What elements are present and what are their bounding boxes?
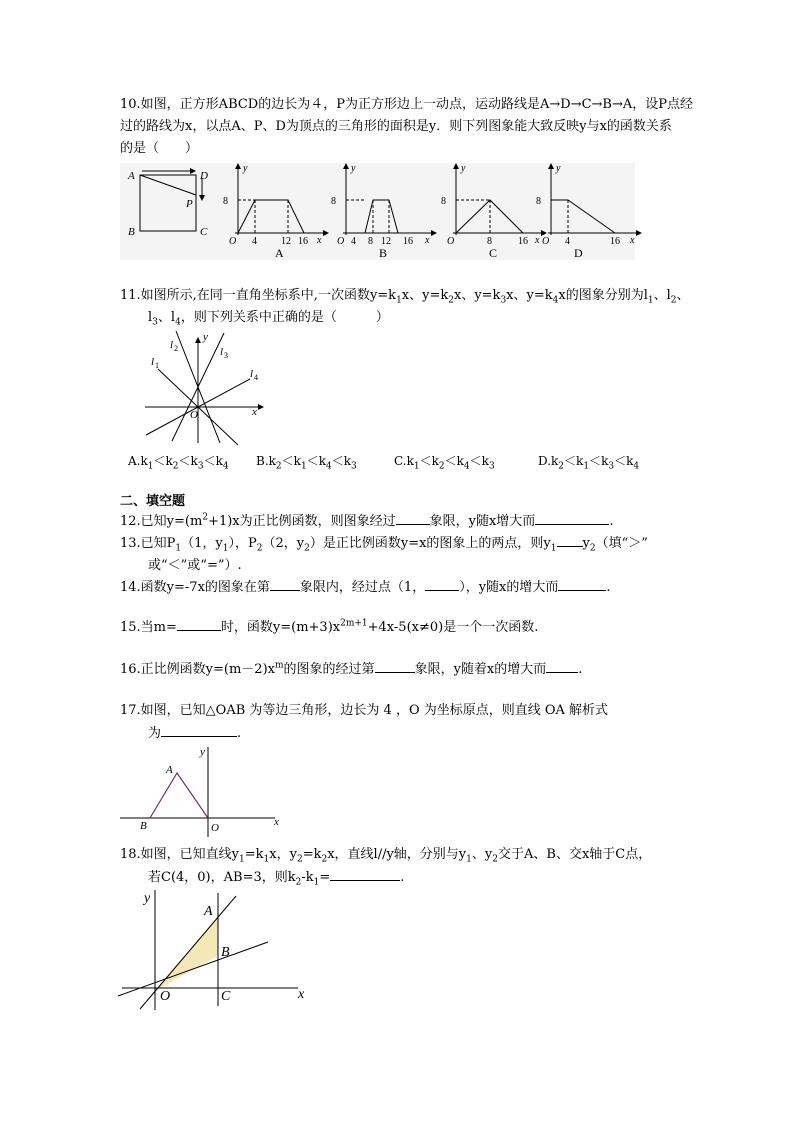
- section-fill-blank-heading: 二、填空题: [120, 494, 186, 509]
- question-12: 12.已知$y=(m^2+1)x$为正比例函数，则图象经过 象限，y随x增大而 .: [120, 510, 700, 533]
- q14-text: 象限内，经过点（1，: [299, 580, 426, 595]
- graph-a-xtick: 16: [298, 236, 308, 247]
- label-d: D: [200, 170, 208, 182]
- graph-d-x-label: x: [630, 235, 635, 246]
- q15-text: 时，函数y=(m+3)x: [220, 620, 341, 635]
- q11-figure: [140, 331, 270, 445]
- q14-text: 14.函数y=-7x的图象在第: [120, 580, 270, 595]
- q18-text: 交于A、B、交x轴于C点，: [498, 847, 652, 862]
- graph-c-xtick: 8: [487, 236, 492, 247]
- graph-b-y-label: y: [351, 163, 356, 174]
- graph-c-ytick: 8: [441, 196, 446, 207]
- q12-text: .: [609, 514, 614, 529]
- q11-text: 、l: [157, 310, 176, 325]
- graph-c-x-label: x: [535, 235, 540, 246]
- label-o: O: [211, 822, 219, 834]
- y-label: y: [200, 746, 205, 758]
- x-label: x: [298, 987, 305, 1002]
- q15-blank[interactable]: [177, 616, 221, 631]
- graph-d-origin: O: [542, 236, 550, 247]
- q18-text: =k: [244, 847, 264, 862]
- q15-exponent: 2m+1: [340, 618, 368, 629]
- question-14: [120, 576, 700, 599]
- q15-text: +4x-5(x≠0)是一个一次函数.: [367, 620, 539, 635]
- graph-a-ytick: 8: [223, 196, 228, 207]
- label-c: C: [221, 989, 231, 1004]
- q10-line3: 的是（ ）: [120, 141, 199, 156]
- q13-text: （1，y: [181, 536, 223, 551]
- x-label: x: [252, 406, 257, 418]
- label-a: A: [128, 170, 135, 182]
- q14-blank-2[interactable]: [425, 576, 459, 591]
- label-b: B: [128, 226, 135, 238]
- q16-text: 16.正比例函数y=(m－2)x: [120, 662, 275, 677]
- q13-text: 或“＜”或“=”）.: [148, 558, 242, 573]
- q11-text: x、y=k: [453, 288, 501, 303]
- q17-text: 为: [148, 726, 162, 741]
- y-label: y: [203, 331, 208, 343]
- q11-text: 、l: [653, 288, 671, 303]
- label-l3: l: [220, 346, 224, 358]
- graph-a-x-label: x: [317, 235, 322, 246]
- graph-d-xtick: 16: [610, 236, 620, 247]
- q18-blank[interactable]: [330, 866, 400, 881]
- q18-text: 若C(4，0)，AB=3，则k: [148, 870, 296, 885]
- question-13: 13.已知$P_1(1$，$y_1$），$P_2(2$，$y_2$）是正比例函数y=x的图象上的两点，则$y_1$ $y_2$（填“＞” 或“＜”或“=”）.: [120, 532, 700, 577]
- graph-b-x-label: x: [425, 235, 430, 246]
- q18-figure: [118, 888, 318, 1010]
- q11-option-a[interactable]: $A.k_1<k_2<k_3<k_4$: [128, 454, 229, 472]
- q18-text: x，直线l//y轴，分别与y: [327, 847, 467, 862]
- q11-option-b[interactable]: $B.k_2<k_1<k_4<k_3$: [256, 454, 357, 472]
- graph-a-option-label: A: [275, 246, 284, 260]
- graph-b-xtick: 8: [368, 236, 373, 247]
- question-18: 18.如图，已知直线$y_1=k_1x$，$y_2=k_2x$，直线l//y轴，分别与$y_1$、$y_2$交于A、B、交x轴于C点， 若C(4，0)，AB=3，则$k_2-k_1=$ .: [120, 847, 652, 888]
- graph-c-origin: O: [447, 236, 455, 247]
- graph-a-xtick: 4: [252, 236, 257, 247]
- q11-text: 11.如图所示,在同一直角坐标系中,一次函数y=k: [120, 288, 397, 303]
- q11-option-c[interactable]: $C.k_1<k_2<k_4<k_3$: [394, 454, 495, 472]
- question-17: [120, 700, 700, 745]
- label-b: B: [140, 820, 147, 832]
- q13-text: y: [582, 536, 590, 551]
- q17-text: 17.如图，已知△OAB 为等边三角形，边长为 4 ，O 为坐标原点，则直线 OA 解析式: [120, 703, 609, 718]
- q16-exponent: m: [275, 660, 284, 671]
- q13-text: （2，y: [262, 536, 305, 551]
- q11-text: x、y=k: [401, 288, 449, 303]
- q12-blank-2[interactable]: [535, 510, 609, 525]
- graph-d-y-label: y: [556, 163, 561, 174]
- question-11: 11.如图所示,在同一直角坐标系中,一次函数$y=k_1x$、$y=k_2x$、$y=k_3x$、$y=k_4x$的图象分别为$l_1$、$l_2$、 $l_3$、$l_4$，则下列关系中正确的是（ ）: [120, 288, 690, 328]
- graph-c-option-label: C: [489, 246, 498, 260]
- graph-d-xtick: 4: [565, 236, 570, 247]
- q11-text: l: [148, 310, 153, 325]
- graph-c-y-label: y: [461, 163, 466, 174]
- q12-text: 象限，y随x增大而: [429, 514, 536, 529]
- y-axis-arrow-icon: [195, 337, 201, 343]
- q18-text: =: [319, 870, 331, 885]
- graph-c-xtick: 16: [518, 236, 528, 247]
- triangle-oab: [150, 773, 208, 818]
- q16-text: 象限，y随着x的增大而: [414, 662, 547, 677]
- graph-b-xtick: 16: [403, 236, 413, 247]
- q14-blank-3[interactable]: [558, 576, 606, 591]
- q18-text: .: [400, 870, 405, 885]
- y-label: y: [144, 891, 151, 906]
- label-l4-sub: 4: [254, 373, 258, 382]
- label-l2-sub: 2: [174, 344, 178, 353]
- q18-text: -k: [301, 870, 314, 885]
- graph-b-xtick: 4: [351, 236, 356, 247]
- q17-text: .: [237, 726, 242, 741]
- q16-text: .: [578, 662, 583, 677]
- q11-text: x、y=k: [506, 288, 553, 303]
- q16-blank-1[interactable]: [375, 658, 415, 673]
- question-15: [120, 616, 700, 639]
- label-l3-sub: 3: [224, 351, 228, 360]
- label-l4: l: [250, 368, 254, 380]
- option-prefix: C.k: [394, 454, 414, 468]
- q13-text: （填“＞”: [595, 536, 648, 551]
- option-prefix: D.k: [538, 454, 559, 468]
- question-10: [120, 94, 700, 160]
- q13-text: 13.已知P: [120, 536, 176, 551]
- q10-line1: 10.如图，正方形ABCD的边长为４，P为正方形边上一动点，运动路线是A→D→C→B→A，设P点经: [120, 97, 693, 112]
- label-b: B: [221, 945, 230, 960]
- graph-d-option-label: D: [574, 246, 583, 260]
- x-axis-arrow-icon: [258, 404, 264, 410]
- label-l1: l: [151, 356, 155, 368]
- graph-b-xtick: 12: [381, 236, 391, 247]
- x-label: x: [274, 816, 279, 828]
- origin-label: O: [190, 409, 198, 421]
- label-o: O: [160, 989, 171, 1004]
- q18-text: x，y: [269, 847, 297, 862]
- q13-text: ），P: [228, 536, 257, 551]
- question-16: [120, 658, 700, 681]
- q11-text: ，则下列关系中正确的是（ ）: [180, 310, 389, 325]
- q12-blank-1[interactable]: [396, 510, 430, 525]
- label-a: A: [204, 904, 213, 919]
- q18-text: 18.如图，已知直线y: [120, 847, 240, 862]
- label-l1-sub: 1: [155, 361, 159, 370]
- q12-text: +1)x为正比例函数，则图象经过: [208, 514, 396, 529]
- q14-blank-1[interactable]: [270, 576, 300, 591]
- q16-blank-2[interactable]: [546, 658, 578, 673]
- q13-text: ）是正比例函数y=x的图象上的两点，则y: [309, 536, 551, 551]
- q17-blank[interactable]: [161, 722, 237, 737]
- graph-b-option-label: B: [379, 246, 388, 260]
- q10-line2: 过的路线为x，以点A、P、D为顶点的三角形的面积是y．则下列图象能大致反映y与x的函数关系: [120, 119, 672, 134]
- q17-figure: [120, 745, 290, 837]
- label-a: A: [166, 764, 173, 776]
- graph-a-xtick: 12: [281, 236, 291, 247]
- option-prefix: B.k: [256, 454, 276, 468]
- q13-blank[interactable]: [557, 532, 583, 547]
- graph-b-origin: O: [337, 236, 345, 247]
- label-c: C: [200, 226, 208, 238]
- q16-text: 的图象的经过第: [283, 662, 375, 677]
- q11-text: x的图象分别为l: [558, 288, 648, 303]
- graph-a-y-label: y: [243, 163, 248, 174]
- q14-text: ），y随x的增大而: [459, 580, 559, 595]
- figure-background: [120, 163, 635, 260]
- graph-d-ytick: 8: [536, 196, 541, 207]
- label-l2: l: [170, 339, 174, 351]
- q14-text: .: [606, 580, 611, 595]
- option-prefix: A.k: [128, 454, 148, 468]
- q12-text: 12.已知y=(m: [120, 514, 203, 529]
- q15-text: 15.当m=: [120, 620, 177, 635]
- q11-option-d[interactable]: $D.k_2<k_1<k_3<k_4$: [538, 454, 640, 472]
- q18-text: 、y: [471, 847, 493, 862]
- q10-figures: [120, 163, 640, 263]
- graph-b-ytick: 8: [331, 196, 336, 207]
- graph-a-origin: O: [229, 236, 237, 247]
- label-p: P: [186, 198, 193, 210]
- q18-text: =k: [302, 847, 322, 862]
- q11-text: 、: [676, 288, 690, 303]
